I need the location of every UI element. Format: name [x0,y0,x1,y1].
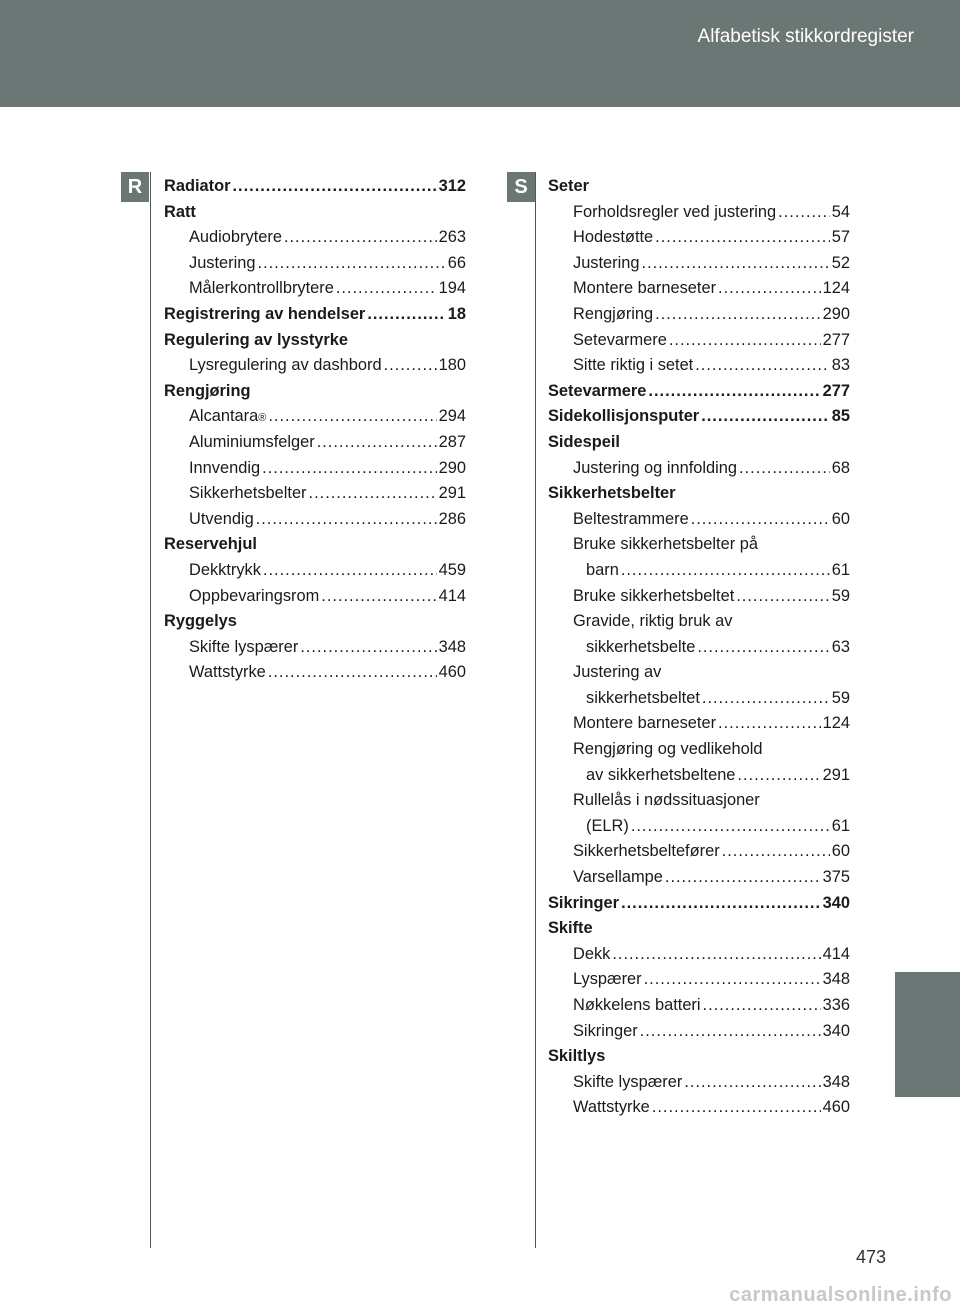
section-letter-r: R [121,172,149,202]
dot-leader [258,254,446,273]
index-entry [548,305,850,331]
index-column-s [548,177,850,1124]
index-entry [164,561,466,587]
index-entry [548,203,850,229]
entry-page-ref: 340 [822,1021,850,1040]
dot-leader [655,305,820,324]
entry-term: Audiobrytere [189,228,282,247]
entry-term: Aluminiumsfelger [189,432,315,451]
dot-leader [669,331,821,350]
index-entry [548,791,850,817]
entry-term: Montere barneseter [573,279,717,298]
watermark: carmanualsonline.info [729,1284,952,1306]
dot-leader [718,714,821,733]
dot-leader [695,356,830,375]
entry-page-ref: 375 [822,868,850,887]
entry-term: Sitte riktig i setet [573,356,694,375]
entry-page-ref: 263 [438,228,466,247]
dot-leader [268,407,436,426]
entry-term: Lysregulering av dashbord [189,356,382,375]
header-title: Alfabetisk stikkordregister [697,26,914,47]
entry-term: av sikkerhetsbeltene [586,765,736,784]
entry-term: Skifte lyspærer [189,637,299,656]
entry-page-ref: 66 [447,253,466,272]
entry-term: barn [586,560,619,579]
entry-page-ref: 290 [438,458,466,477]
index-entry [164,587,466,613]
entry-term: Gravide, riktig bruk av [573,612,733,631]
index-entry [548,817,850,843]
entry-page-ref: 85 [831,407,850,426]
index-entry: Alcantara ® ..... 294 [164,407,466,433]
index-entry [548,254,850,280]
entry-page-ref: 194 [438,279,466,298]
entry-page-ref: 348 [438,637,466,656]
entry-page-ref: 61 [831,816,850,835]
dot-leader [778,203,830,222]
entry-term: Wattstyrke [189,663,266,682]
entry-term: Sikringer [548,893,620,912]
dot-leader [367,305,445,324]
entry-page-ref: 60 [831,509,850,528]
dot-leader [736,587,830,606]
entry-page-ref: 348 [822,970,850,989]
entry-page-ref: 459 [438,560,466,579]
dot-leader [684,1073,820,1092]
entry-page-ref: 277 [822,381,850,400]
dot-leader [702,689,830,708]
entry-page-ref: 59 [831,688,850,707]
index-entry [164,279,466,305]
index-entry [548,996,850,1022]
dot-leader [336,279,437,298]
index-entry [164,356,466,382]
entry-page-ref: 277 [822,330,850,349]
index-entry [548,510,850,536]
index-entry [548,407,850,433]
entry-page-ref: 61 [831,560,850,579]
page-number: 473 [855,1247,886,1267]
index-column-r [164,177,466,689]
entry-term: Rengjøring [573,304,654,323]
entry-term: Innvendig [189,458,261,477]
entry-term: Oppbevaringsrom [189,586,320,605]
index-entry [164,305,466,331]
section-letter-s: S [507,172,535,202]
dot-leader [718,279,821,298]
entry-page-ref: 348 [822,1072,850,1091]
column-rule-left [150,172,151,1248]
entry-term: Skifte [548,919,593,938]
index-entry [548,842,850,868]
index-entry [548,587,850,613]
dot-leader [321,587,436,606]
dot-leader [284,228,437,247]
entry-term: Justering og innfolding [573,458,738,477]
entry-page-ref: 18 [447,304,466,323]
entry-page-ref: 291 [438,484,466,503]
entry-term: Hodestøtte [573,228,654,247]
dot-leader [691,510,830,529]
entry-page-ref: 312 [438,177,466,195]
entry-term: Justering av [573,663,662,682]
entry-term: Sikringer [573,1021,638,1040]
entry-page-ref: 68 [831,458,850,477]
entry-page-ref: 180 [438,356,466,375]
index-entry [548,868,850,894]
entry-term: Setevarmere [573,330,667,349]
entry-page-ref: 286 [438,509,466,528]
dot-leader [317,433,437,452]
entry-term: Montere barneseter [573,714,717,733]
entry-term: Alcantara [189,407,259,426]
entry-term: Reservehjul [164,535,257,554]
entry-term: Skiltlys [548,1047,606,1066]
dot-leader [722,842,830,861]
entry-page-ref: 63 [831,637,850,656]
entry-term: Bruke sikkerhetsbeltet [573,586,735,605]
index-entry [164,254,466,280]
dot-leader [384,356,437,375]
entry-term: Justering [573,253,640,272]
index-entry [548,766,850,792]
dot-leader [262,459,437,478]
index-entry [164,638,466,664]
index-entry [164,228,466,254]
dot-leader [612,945,820,964]
entry-term: Wattstyrke [573,1098,650,1117]
index-entry [548,433,850,459]
page-header [0,0,960,107]
index-entry [548,279,850,305]
dot-leader [621,561,830,580]
index-entry [548,228,850,254]
dot-leader [256,510,437,529]
entry-term: Sikkerhetsbelter [189,484,307,503]
index-entry [548,894,850,920]
entry-page-ref: 291 [822,765,850,784]
dot-leader [655,228,830,247]
dot-leader [652,1098,821,1117]
entry-page-ref: 124 [822,714,850,733]
dot-leader [739,459,830,478]
dot-leader [648,382,820,401]
entry-page-ref: 54 [831,202,850,221]
index-entry [548,663,850,689]
dot-leader [697,638,829,657]
entry-page-ref: 294 [438,407,466,426]
dot-leader [644,970,821,989]
side-thumb-tab [895,972,960,1097]
entry-page-ref: 124 [822,279,850,298]
entry-term: Sikkerhetsbelter [548,484,676,503]
column-rule-right [535,172,536,1248]
index-entry [548,331,850,357]
entry-term: Varsellampe [573,868,663,887]
entry-page-ref: 287 [438,432,466,451]
index-entry [164,612,466,638]
entry-term: Registrering av hendelser [164,304,366,323]
index-entry [164,459,466,485]
entry-term: Rullelås i nødssituasjoner [573,791,760,810]
entry-term: Utvendig [189,509,254,528]
entry-page-ref: 57 [831,228,850,247]
entry-page-ref: 60 [831,842,850,861]
index-entry [548,1073,850,1099]
entry-term: Seter [548,177,590,195]
entry-term: Sidespeil [548,432,620,451]
dot-leader [703,996,821,1015]
entry-term: Beltestrammere [573,509,689,528]
index-entry [548,1047,850,1073]
entry-term: Rengjøring [164,381,251,400]
dot-leader [701,407,830,426]
entry-term: sikkerhetsbeltet [586,688,700,707]
index-entry [548,382,850,408]
index-entry [548,484,850,510]
index-entry [548,970,850,996]
entry-term: Sidekollisjonsputer [548,407,700,426]
entry-page-ref: 460 [822,1098,850,1117]
index-entry [548,945,850,971]
dot-leader [665,868,821,887]
dot-leader [268,663,437,682]
entry-term: Setevarmere [548,381,647,400]
index-entry [548,535,850,561]
index-entry [164,433,466,459]
entry-term: Målerkontrollbrytere [189,279,334,298]
index-entry [164,203,466,229]
entry-term: Skifte lyspærer [573,1072,683,1091]
entry-term: (ELR) [586,816,629,835]
index-entry [164,663,466,689]
dot-leader [737,766,820,785]
index-entry [548,459,850,485]
index-entry [164,331,466,357]
entry-term: Regulering av lysstyrke [164,330,349,349]
dot-leader [642,254,830,273]
entry-page-ref: 414 [822,944,850,963]
entry-page-ref: 414 [438,586,466,605]
index-entry [548,638,850,664]
index-entry [548,740,850,766]
entry-page-ref: 59 [831,586,850,605]
entry-page-ref: 290 [822,304,850,323]
entry-term: Ryggelys [164,612,237,631]
index-entry [548,1022,850,1048]
entry-page-ref: 83 [831,356,850,375]
entry-page-ref: 340 [822,893,850,912]
entry-page-ref: 460 [438,663,466,682]
dot-leader [300,638,436,657]
entry-term: Dekk [573,944,611,963]
entry-term: Ratt [164,202,196,221]
index-entry [548,561,850,587]
index-entry [548,356,850,382]
entry-term: Dekktrykk [189,560,261,579]
entry-term: Sikkerhetsbeltefører [573,842,720,861]
entry-term: Lyspærer [573,970,642,989]
entry-term: Radiator [164,177,231,195]
entry-page-ref: 336 [822,996,850,1014]
index-entry [164,484,466,510]
dot-leader [263,561,437,580]
entry-page-ref: 52 [831,253,850,272]
entry-term: Bruke sikkerhetsbelter på [573,535,758,554]
entry-term: Nøkkelens batteri [573,996,701,1014]
dot-leader [640,1022,821,1041]
index-entry [548,714,850,740]
dot-leader [631,817,830,836]
index-entry [548,177,850,203]
dot-leader [621,894,821,913]
entry-term: sikkerhetsbelte [586,637,696,656]
index-entry [548,919,850,945]
index-entry [164,177,466,203]
index-entry [548,689,850,715]
index-entry [548,1098,850,1124]
dot-leader [232,177,436,196]
entry-term: Justering [189,253,256,272]
entry-term: Rengjøring og vedlikehold [573,740,763,759]
index-entry [164,382,466,408]
index-entry [164,510,466,536]
entry-term: Forholdsregler ved justering [573,202,777,221]
index-entry [164,535,466,561]
dot-leader [309,484,437,503]
index-entry [548,612,850,638]
